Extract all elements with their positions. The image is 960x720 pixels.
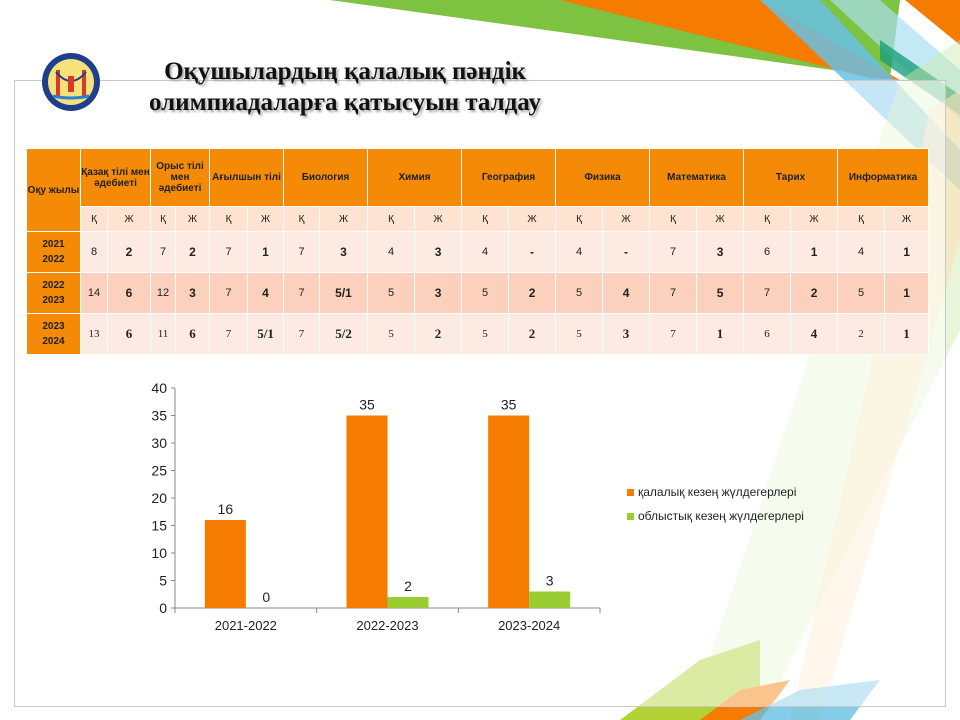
table-cell: 2 (176, 232, 210, 273)
data-label: 16 (217, 501, 234, 517)
table-cell: 12 (151, 273, 176, 314)
table-cell: 2 (108, 232, 151, 273)
x-tick-label: 2023-2024 (498, 618, 561, 633)
table-cell: 2 (509, 273, 556, 314)
table-cell: - (603, 232, 650, 273)
subheader-cell: Қ (744, 207, 791, 232)
subheader-cell: Ж (697, 207, 744, 232)
table-cell: 5 (368, 314, 415, 355)
page-title-line1: Оқушылардың қалалық пәндік (164, 58, 526, 85)
table-cell: 1 (791, 232, 838, 273)
olympiad-table (26, 148, 929, 355)
table-cell: 7 (650, 232, 697, 273)
table-cell: 3 (603, 314, 650, 355)
table-cell: 4 (462, 232, 509, 273)
table-cell: 1 (697, 314, 744, 355)
year-cell: 2023 2024 (27, 314, 81, 355)
subheader-cell: Қ (462, 207, 509, 232)
table-cell: 3 (697, 232, 744, 273)
subheader-cell: Қ (81, 207, 108, 232)
table-cell: 7 (650, 273, 697, 314)
legend-swatch (627, 513, 634, 520)
table-cell: 6 (108, 273, 151, 314)
y-tick-label: 5 (159, 572, 167, 589)
subject-header: Ағылшын тілі (210, 149, 284, 207)
bar-city (347, 416, 388, 609)
table-cell: 6 (744, 232, 791, 273)
table-cell: 7 (284, 232, 320, 273)
table-cell: 3 (415, 273, 462, 314)
table-cell: 6 (176, 314, 210, 355)
subheader-cell: Ж (248, 207, 284, 232)
table-cell: 13 (81, 314, 108, 355)
bar-city (488, 416, 529, 609)
table-cell: 4 (556, 232, 603, 273)
table-cell: 1 (885, 314, 929, 355)
table-cell: 11 (151, 314, 176, 355)
subheader-cell: Қ (284, 207, 320, 232)
table-cell: 14 (81, 273, 108, 314)
y-tick-label: 35 (151, 407, 167, 424)
table-cell: 2 (415, 314, 462, 355)
page-title (110, 56, 580, 118)
table-cell: 7 (650, 314, 697, 355)
table-subheader-row (27, 207, 929, 232)
table-cell: 5/2 (320, 314, 368, 355)
table-cell: 7 (151, 232, 176, 273)
y-tick-label: 25 (151, 462, 167, 479)
subheader-cell: Қ (556, 207, 603, 232)
data-label: 0 (262, 589, 271, 605)
year-cell: 2021 2022 (27, 232, 81, 273)
subheader-cell: Қ (650, 207, 697, 232)
table-cell: 8 (81, 232, 108, 273)
subject-header: География (462, 149, 556, 207)
x-tick-label: 2021-2022 (214, 618, 277, 633)
table-cell: 7 (210, 232, 248, 273)
table-cell: 4 (248, 273, 284, 314)
table-cell: 5/1 (248, 314, 284, 355)
table-cell: 5 (697, 273, 744, 314)
bar-region (388, 597, 429, 608)
subheader-cell: Қ (368, 207, 415, 232)
school-logo-icon (41, 52, 101, 112)
subject-header: Физика (556, 149, 650, 207)
subject-header: Информатика (838, 149, 929, 207)
bar-city (205, 520, 246, 608)
table-row (27, 232, 929, 273)
data-label: 35 (359, 396, 375, 413)
y-tick-label: 20 (151, 490, 167, 506)
table-cell: 5 (556, 273, 603, 314)
y-tick-label: 10 (151, 545, 167, 561)
table-cell: 2 (838, 314, 885, 355)
year-header: Оқу жылы (27, 149, 81, 232)
subheader-cell: Қ (151, 207, 176, 232)
subject-header: Биология (284, 149, 368, 207)
table-cell: 4 (368, 232, 415, 273)
y-tick-label: 0 (159, 600, 167, 616)
table-cell: 3 (415, 232, 462, 273)
table-cell: 5 (368, 273, 415, 314)
table-cell: 5/1 (320, 273, 368, 314)
subheader-cell: Ж (176, 207, 210, 232)
table-cell: 3 (320, 232, 368, 273)
table-cell: 5 (556, 314, 603, 355)
data-label: 3 (545, 572, 554, 589)
legend-label: қалалық кезең жүлдегерлері (638, 485, 797, 499)
table-cell: 1 (885, 273, 929, 314)
y-tick-label: 40 (151, 380, 167, 396)
legend-swatch (627, 489, 634, 496)
table-cell: 5 (462, 273, 509, 314)
table-cell: 3 (176, 273, 210, 314)
prize-winners-bar-chart (140, 378, 840, 638)
subheader-cell: Ж (108, 207, 151, 232)
table-cell: 7 (284, 273, 320, 314)
data-label: 35 (500, 396, 517, 413)
table-cell: 4 (791, 314, 838, 355)
table-cell: 7 (210, 314, 248, 355)
x-tick-label: 2022-2023 (356, 618, 419, 633)
table-row (27, 273, 929, 314)
table-cell: 5 (462, 314, 509, 355)
y-tick-label: 15 (151, 517, 167, 534)
table-cell: 4 (603, 273, 650, 314)
subject-header: Орыс тілі мен әдебиеті (151, 149, 210, 207)
bar-region (529, 592, 570, 609)
subheader-cell: Қ (210, 207, 248, 232)
subheader-cell: Ж (509, 207, 556, 232)
table-cell: 2 (791, 273, 838, 314)
table-cell: 1 (248, 232, 284, 273)
table-cell: 4 (838, 232, 885, 273)
table-cell: 6 (744, 314, 791, 355)
table-cell: 7 (284, 314, 320, 355)
subheader-cell: Ж (603, 207, 650, 232)
subject-header: Тарих (744, 149, 838, 207)
legend-label: облыстық кезең жүлдегерлері (638, 509, 804, 523)
table-cell: 2 (509, 314, 556, 355)
table-header-row (27, 149, 929, 207)
subject-header: Математика (650, 149, 744, 207)
subheader-cell: Ж (885, 207, 929, 232)
table-cell: 5 (838, 273, 885, 314)
table-cell: 6 (108, 314, 151, 355)
subject-header: Қазақ тілі мен әдебиеті (81, 149, 151, 207)
table-row (27, 314, 929, 355)
data-label: 2 (404, 578, 412, 594)
table-cell: - (509, 232, 556, 273)
page-title-line2: олимпиадаларға қатысуын талдау (148, 89, 542, 116)
table-cell: 1 (885, 232, 929, 273)
subheader-cell: Ж (320, 207, 368, 232)
year-cell: 2022 2023 (27, 273, 81, 314)
table-cell: 7 (744, 273, 791, 314)
table-cell: 7 (210, 273, 248, 314)
subheader-cell: Ж (415, 207, 462, 232)
subheader-cell: Ж (791, 207, 838, 232)
y-tick-label: 30 (151, 435, 167, 451)
subheader-cell: Қ (838, 207, 885, 232)
subject-header: Химия (368, 149, 462, 207)
